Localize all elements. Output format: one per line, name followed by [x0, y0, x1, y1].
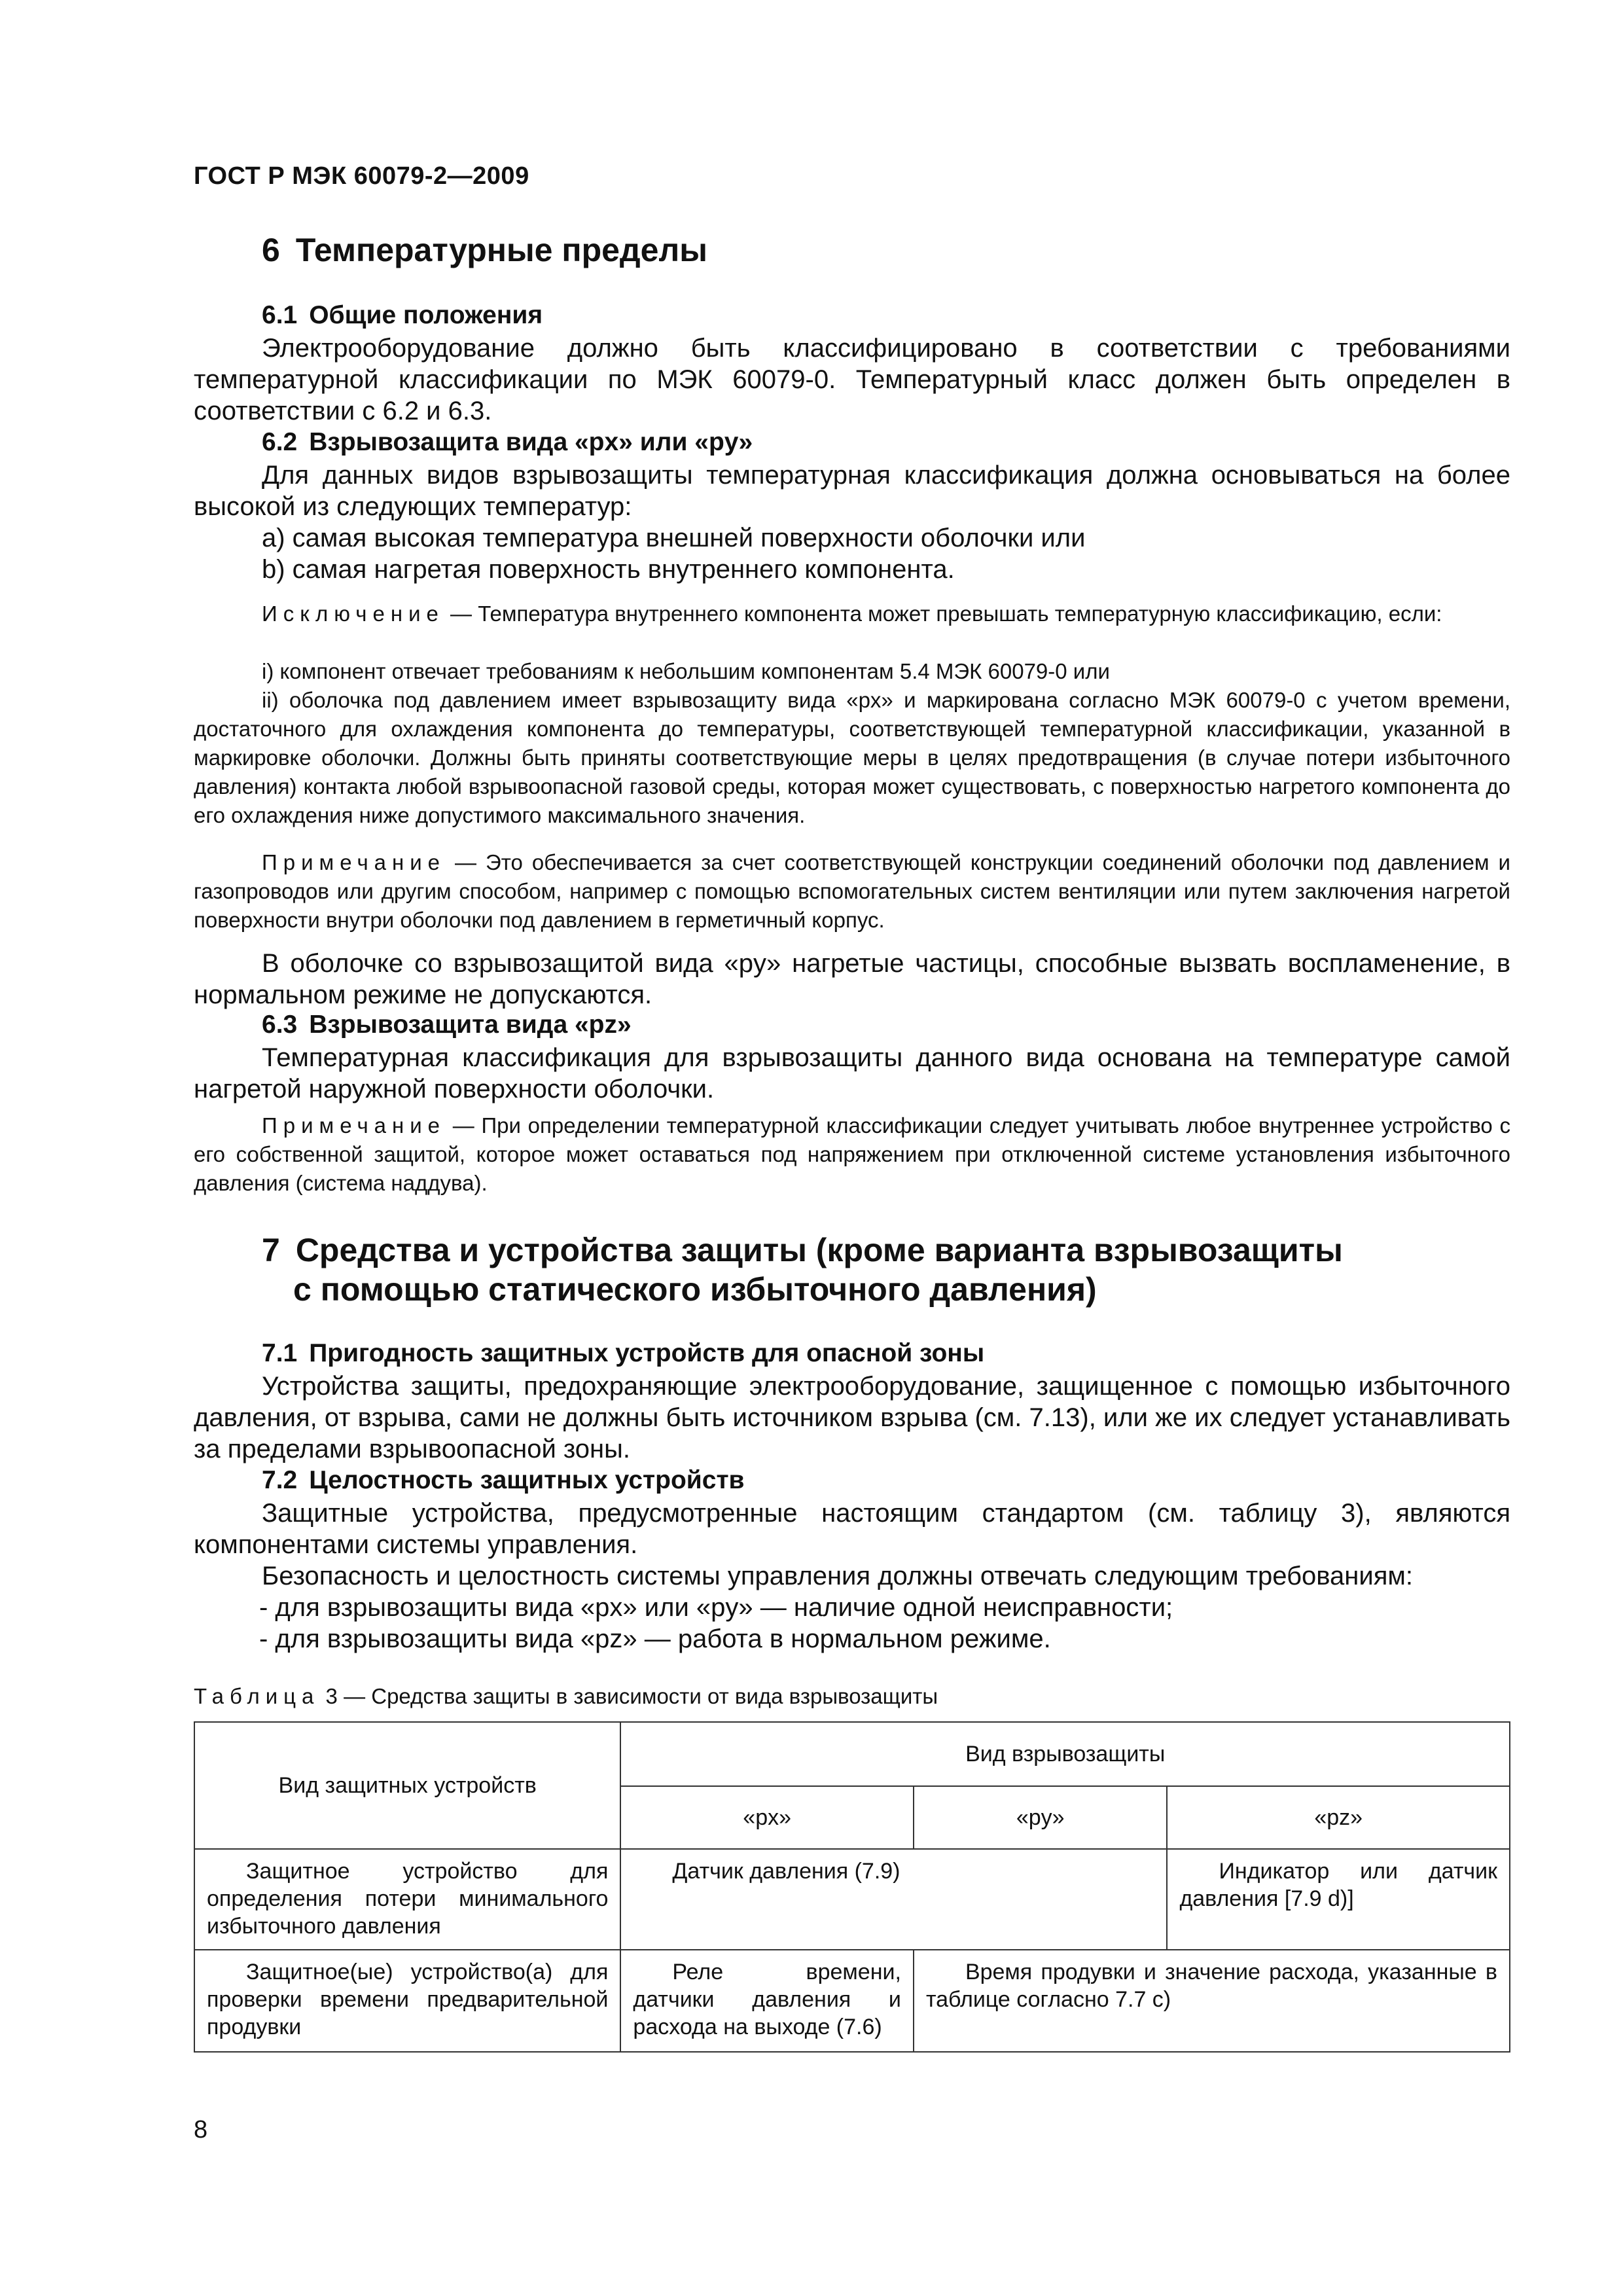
subsection-title: Целостность защитных устройств — [309, 1466, 745, 1494]
note — [194, 848, 1510, 935]
table-caption-text: 3 — Средства защиты в зависимости от вида взрывозащиты — [319, 1684, 938, 1708]
paragraph: Устройства защиты, предохраняющие электрооборудование, защищенное с помощью избыточного давления, от взрыва, сами не должны быть источником взрыва (см. 7.13), или же их следует устанавливать за пределами взрывоопасной зоны. — [194, 1372, 1510, 1463]
note-label: Примечание — [262, 850, 446, 874]
list-item: b) самая нагретая поверхность внутреннего компонента. — [262, 555, 955, 584]
exception-item: i) компонент отвечает требованиям к небольшим компонентам 5.4 МЭК 60079-0 или — [262, 659, 1110, 683]
table-row — [194, 1950, 1510, 2052]
header-pz: «pz» — [1167, 1786, 1510, 1849]
header-px: «px» — [620, 1786, 914, 1849]
table-row — [194, 1849, 1510, 1950]
subsection-number: 6.1 — [262, 301, 298, 329]
row1-device: Защитное устройство для определения потери минимального избыточного давления — [194, 1849, 620, 1950]
subsection-title: Пригодность защитных устройств для опасной зоны — [309, 1339, 985, 1367]
section-number: 7 — [262, 1232, 280, 1268]
row1-px-py: Датчик давления (7.9) — [620, 1849, 1167, 1950]
subsection-title: Взрывозащита вида «pz» — [309, 1011, 632, 1039]
section-number: 6 — [262, 232, 280, 268]
subsection-6-2-heading — [262, 427, 753, 458]
dash-list-item: - для взрывозащиты вида «pz» — работа в нормальном режиме. — [259, 1624, 1051, 1653]
subsection-7-1-heading — [262, 1338, 984, 1369]
paragraph: Защитные устройства, предусмотренные настоящим стандартом (см. таблицу 3), являются компонентами системы управления. — [194, 1499, 1510, 1559]
exception-item: ii) оболочка под давлением имеет взрывозащиту вида «px» и маркирована согласно МЭК 60079-0 с учетом времени, достаточного для охлаждения компонента до температуры, соответствующей температурной классификации, указанной в маркировке оболочки. Должны быть приняты соответствующие меры в целях предотвращения (в случае потери избыточного давления) контакта любой взрывоопасной газовой среды, которая может существовать, с поверхностью нагретого компонента до его охлаждения ниже допустимого максимального значения. — [194, 688, 1510, 827]
dash-list-item: - для взрывозащиты вида «px» или «py» — наличие одной неисправности; — [259, 1593, 1173, 1622]
note-text: — Это обеспечивается за счет соответствующей конструкции соединений оболочки под давлением и газопроводов или другим способом, например с помощью вспомогательных систем вентиляции или путем заключения нагретой поверхности внутри оболочки под давлением в герметичный корпус. — [194, 850, 1510, 932]
paragraph: В оболочке со взрывозащитой вида «py» нагретые частицы, способные вызвать воспламенение, в нормальном режиме не допускаются. — [194, 949, 1510, 1009]
section-title: Температурные пределы — [295, 232, 707, 268]
row2-device: Защитное(ые) устройство(а) для проверки времени предварительной продувки — [194, 1950, 620, 2052]
paragraph: Для данных видов взрывозащиты температурная классификация должна основываться на более высокой из следующих температур: — [194, 461, 1510, 521]
note-label: Примечание — [262, 1113, 446, 1138]
row2-px: Реле времени, датчики давления и расхода на выходе (7.6) — [620, 1950, 914, 2052]
protection-devices-table — [194, 1721, 1510, 2053]
header-py: «py» — [914, 1786, 1168, 1849]
section-7-heading-line-2: с помощью статического избыточного давления) — [293, 1271, 1097, 1308]
list-item: a) самая высокая температура внешней поверхности оболочки или — [262, 524, 1086, 552]
subsection-number: 7.2 — [262, 1466, 298, 1494]
exception-text: — Температура внутреннего компонента может превышать температурную классификацию, если: — [444, 601, 1442, 626]
table-caption-label: Таблица — [194, 1684, 320, 1708]
section-7-heading — [262, 1230, 1343, 1270]
note-text: — При определении температурной классификации следует учитывать любое внутреннее устройство с его собственной защитой, которое может оставаться под напряжением при отключенной системе установления избыточного давления (система наддува). — [194, 1113, 1510, 1195]
row2-py-pz: Время продувки и значение расхода, указанные в таблице согласно 7.7 c) — [914, 1950, 1510, 2052]
header-device-type: Вид защитных устройств — [194, 1722, 620, 1849]
row1-pz: Индикатор или датчик давления [7.9 d)] — [1167, 1849, 1510, 1950]
subsection-title: Взрывозащита вида «px» или «py» — [309, 428, 753, 456]
table-caption — [194, 1682, 938, 1711]
page-number: 8 — [194, 2116, 208, 2144]
section-6-heading — [262, 230, 707, 270]
note — [194, 1111, 1510, 1198]
subsection-number: 6.2 — [262, 428, 298, 456]
header-protection-type: Вид взрывозащиты — [620, 1722, 1510, 1786]
subsection-6-1-heading — [262, 300, 543, 331]
exception-label: Исключение — [262, 601, 444, 626]
document-header: ГОСТ Р МЭК 60079-2—2009 — [194, 162, 529, 190]
subsection-number: 6.3 — [262, 1011, 298, 1039]
subsection-title: Общие положения — [309, 301, 543, 329]
section-title-line-1: Средства и устройства защиты (кроме варианта взрывозащиты — [295, 1232, 1343, 1268]
paragraph: Электрооборудование должно быть классифицировано в соответствии с требованиями температурной классификации по МЭК 60079-0. Температурный класс должен быть определен в соответствии с 6.2 и 6.3. — [194, 334, 1510, 425]
exception-note — [194, 600, 1510, 628]
subsection-7-2-heading — [262, 1465, 745, 1496]
subsection-number: 7.1 — [262, 1339, 298, 1367]
paragraph: Температурная классификация для взрывозащиты данного вида основана на температуре самой нагретой наружной поверхности оболочки. — [194, 1043, 1510, 1103]
table-header-row — [194, 1722, 1510, 1786]
paragraph: Безопасность и целостность системы управления должны отвечать следующим требованиям: — [262, 1562, 1414, 1590]
subsection-6-3-heading — [262, 1009, 632, 1041]
